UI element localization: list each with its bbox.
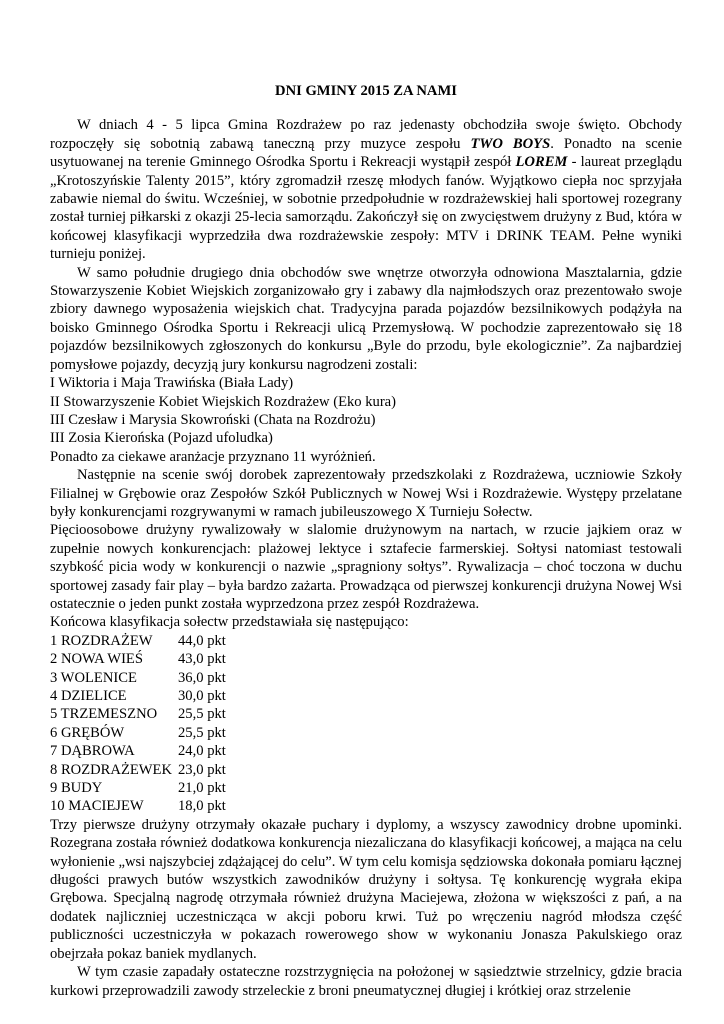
team-name: 3 WOLENICE: [50, 669, 137, 686]
team-name: 4 DZIELICE: [50, 688, 127, 704]
award-item: III Zosia Kierońska (Pojazd ufoludka): [50, 430, 273, 447]
ranking-intro: Końcowa klasyfikacja sołectw przedstawiała się następująco:: [50, 614, 409, 631]
team-points: 18,0 pkt: [178, 798, 226, 815]
band-name-lorem: LOREM: [515, 154, 568, 171]
award-item: II Stowarzyszenie Kobiet Wiejskich Rozdrażew (Eko kura): [50, 393, 397, 410]
paragraph-2: W samo południe drugiego dnia obchodów swe wnętrze otworzyła odnowiona Masztalarnia, gdzie Stowarzyszenie Kobiet Wiejskich zorganizowało gry i zabawy dla najmłodszych oraz prezentowało swoje zbiory dawnego wyposażenia wiejskich chat. Tradycyjna parada pojazdów bezsilnikowych podążyła na boisko Gminnego Ośrodka Sportu i Rekreacji ulicą Przemysłową. W pochodzie zaprezentowało się 18 pojazdów bezsilnikowych zgłoszonych do konkursu „Byle do przodu, byle ekologicznie”. Za najbardziej pomysłowe pojazdy, decyzją jury konkursu nagrodzeni zostali:: [50, 264, 682, 373]
article-title: DNI GMINY 2015 ZA NAMI: [275, 83, 457, 99]
team-name: 10 MACIEJEW: [50, 798, 144, 815]
paragraph-3: Następnie na scenie swój dorobek zaprezentowały przedszkolaki z Rozdrażewa, uczniowie Szkoły Filialnej w Grębowie oraz Zespołów Szkół Publicznych w Nowej Wsi i Rozdrażewie. Występy przelatane były konkurencjami rozgrywanymi w ramach jubileuszowego X Turnieju Sołectw.: [50, 467, 682, 520]
team-name: 6 GRĘBÓW: [50, 724, 125, 741]
ranking-row: [50, 650, 682, 668]
team-points: 21,0 pkt: [178, 780, 226, 797]
team-points: 25,5 pkt: [178, 724, 226, 741]
paragraph-5: Trzy pierwsze drużyny otrzymały okazałe puchary i dyplomy, a wszyscy zawodnicy drobne upominki. Rozegrana została również dodatkowa konkurencja niezaliczana do klasyfikacji końcowej, a mająca na celu wyłonienie „wsi najszybciej zdążającej do celu”. W tym celu komisja sędziowska dokonała pomiaru łącznej długości prawych butów wszystkich zawodników drużyny i sołtysa. Tę konkurencję wygrała ekipa Grębowa. Specjalną nagrodę otrzymała również drużyna Maciejewa, złożona w większości z pań, a na dodatek najliczniej uczestnicząca w akcji poboru krwi. Tuż po wręczeniu nagród młodsza część publiczności uczestniczyła w pokazach rowerowego show w wykonaniu Jonasza Pakulskiego oraz obejrzała pokaz baniek mydlanych.: [50, 816, 682, 962]
document-page: [50, 82, 682, 1000]
ranking-row: [50, 761, 682, 779]
ranking-row: [50, 669, 682, 687]
ranking-row: [50, 632, 682, 650]
ranking-row: [50, 742, 682, 760]
paragraph-1: [50, 116, 682, 263]
paragraph-1-part-c: - laureat przeglądu „Krotoszyńskie Talenty 2015”, który zgromadził rzeszę młodych fanów. Wyjątkowo ciepła noc sprzyjała zabawie niemal do świtu. Wcześniej, w sobotnie przedpołudnie w rozdrażewskiej hali sportowej rozegrany został turniej piłkarski z okazji 25-lecia samorządu. Zakończył się on zwycięstwem drużyny z Bud, która w końcowej klasyfikacji wyprzedziła dwa rozdrażewskie zespoły: MTV i DRINK TEAM. Pełne wyniki turnieju poniżej.: [50, 154, 682, 263]
ranking-row: [50, 779, 682, 797]
awards-list: [50, 374, 682, 448]
award-item: III Czesław i Marysia Skowroński (Chata na Rozdrożu): [50, 411, 376, 428]
team-points: 25,5 pkt: [178, 706, 226, 723]
ranking-row: [50, 705, 682, 723]
team-name: 9 BUDY: [50, 780, 103, 797]
team-points: 36,0 pkt: [178, 669, 226, 686]
paragraph-1-part-a: W dniach 4 - 5 lipca Gmina Rozdrażew po raz jedenasty obchodziła swoje święto. Obchody rozpoczęły się sobotnią zabawą taneczną przy muzyce zespołu: [50, 117, 682, 152]
team-points: 30,0 pkt: [178, 688, 226, 704]
team-name: 2 NOWA WIEŚ: [50, 651, 143, 668]
awards-note: Ponadto za ciekawe aranżacje przyznano 11 wyróżnień.: [50, 448, 376, 465]
team-points: 23,0 pkt: [178, 761, 226, 778]
paragraph-4: Pięcioosobowe drużyny rywalizowały w slalomie drużynowym na nartach, w rzucie jajkiem oraz w zupełnie nowych konkurencjach: plażowej lektyce i sztafecie farmerskiej. Sołtysi natomiast testowali szybkość picia wody w konkurencji o nazwie „spragniony sołtys”. Rywalizacja – choć toczona w duchu sportowej zasady fair play – była bardzo zażarta. Prowadząca od pierwszej konkurencji drużyna Nowej Wsi ostatecznie o jeden punkt została wyprzedzona przez zespół Rozdrażewa.: [50, 522, 682, 612]
ranking-table: [50, 632, 682, 816]
ranking-row: [50, 687, 682, 705]
paragraph-1-part-b: . Ponadto na scenie usytuowanej na terenie Gminnego Ośrodka Sportu i Rekreacji wystąpił zespół: [50, 135, 682, 171]
paragraph-6: W tym czasie zapadały ostateczne rozstrzygnięcia na położonej w sąsiedztwie strzelnicy, gdzie bracia kurkowi przeprowadzili zawody strzeleckie z broni pneumatycznej długiej i krótkiej oraz strzelenie: [50, 964, 682, 999]
team-name: 1 ROZDRAŻEW: [50, 632, 153, 649]
team-points: 43,0 pkt: [178, 651, 226, 668]
award-item: I Wiktoria i Maja Trawińska (Biała Lady): [50, 375, 294, 392]
ranking-row: [50, 724, 682, 742]
team-points: 24,0 pkt: [178, 743, 226, 760]
team-points: 44,0 pkt: [178, 632, 226, 649]
team-name: 5 TRZEMESZNO: [50, 706, 158, 723]
ranking-row: [50, 797, 682, 815]
team-name: 8 ROZDRAŻEWEK: [50, 761, 173, 778]
band-name-two-boys: TWO BOYS: [470, 135, 551, 152]
team-name: 7 DĄBROWA: [50, 743, 135, 760]
